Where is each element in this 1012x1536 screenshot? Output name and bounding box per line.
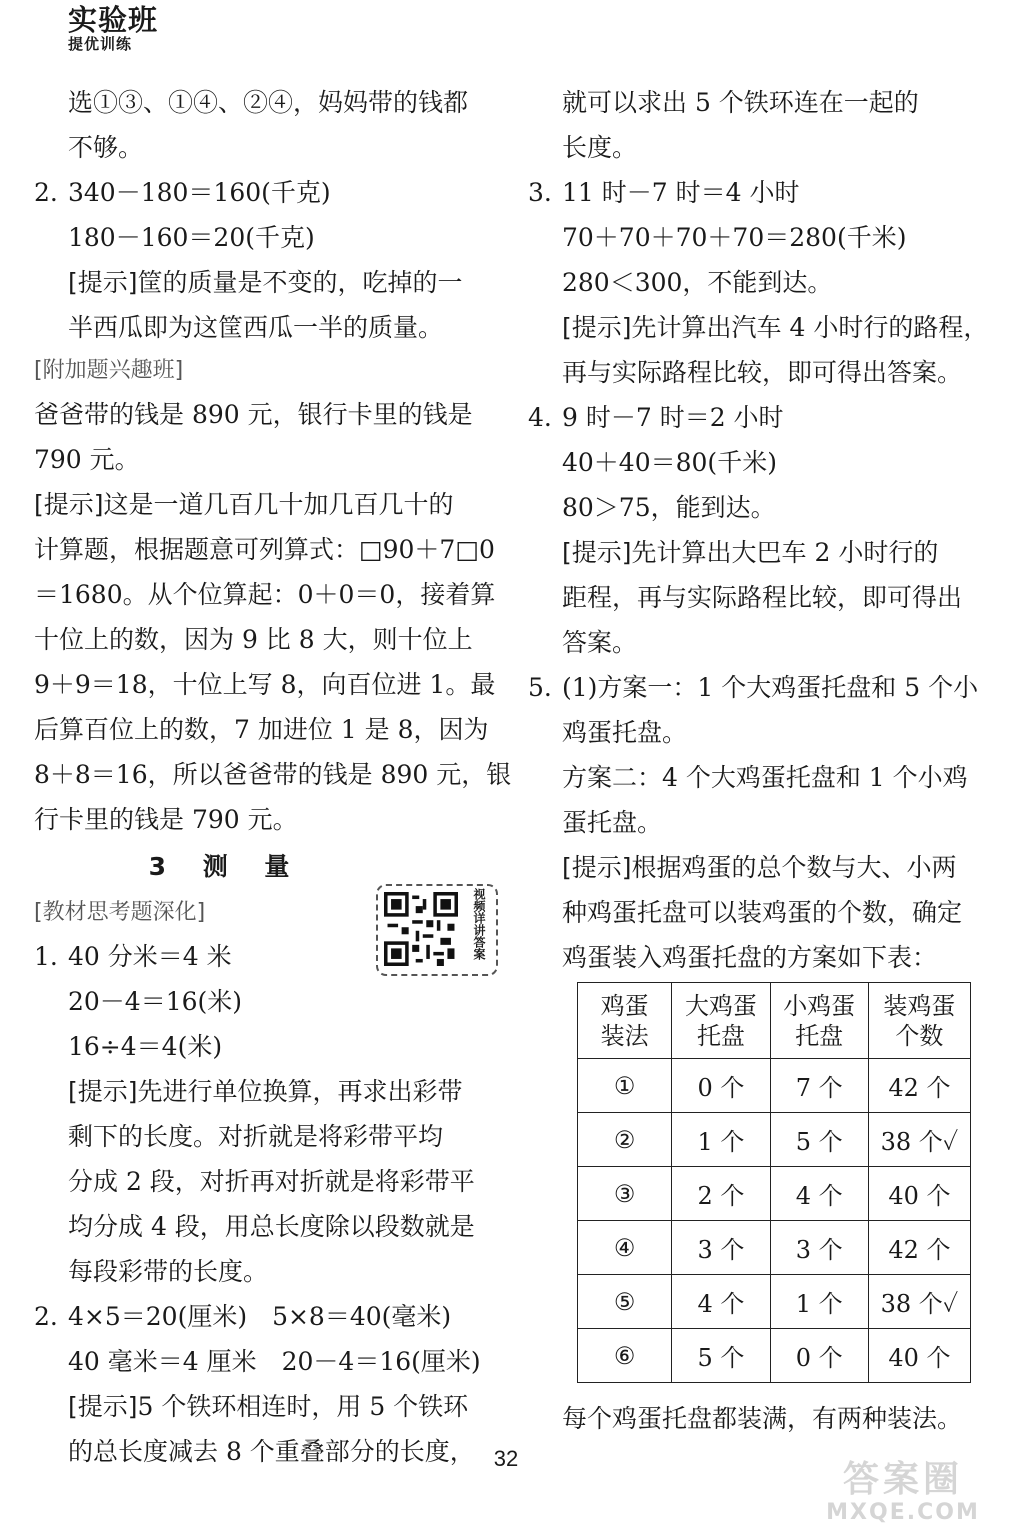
table-cell: 1 个 [672, 1113, 770, 1167]
hint-text: 鸡蛋装入鸡蛋托盘的方案如下表： [562, 943, 938, 972]
hint-text: 先进行单位换算，再求出彩带 [137, 1077, 463, 1106]
right-column [528, 80, 990, 980]
table-cell: 42 个 [868, 1059, 970, 1113]
table-cell: 7 个 [770, 1059, 868, 1113]
table-cell: 5 个 [672, 1329, 770, 1383]
table-row [578, 1329, 971, 1383]
answer-line: 340－180＝160(千克) [68, 178, 331, 207]
answer-line: 70＋70＋70＋70＝280(千米) [562, 223, 907, 252]
hint-tag: [提示] [68, 268, 138, 297]
table-cell: 0 个 [770, 1329, 868, 1383]
brand-title: 实验班 [68, 3, 159, 37]
answer-line: 80＞75，能到达。 [562, 493, 776, 522]
table-cell: 4 个 [672, 1275, 770, 1329]
table-row [578, 1167, 971, 1221]
text-line: 选①③、①④、②④，妈妈带的钱都 [68, 88, 469, 117]
answer-line: 40 毫米＝4 厘米 20－4＝16(厘米) [68, 1347, 481, 1376]
answer-line: 4×5＝20(厘米) 5×8＝40(毫米) [68, 1302, 452, 1331]
answer-line: 鸡蛋托盘。 [562, 718, 688, 747]
hint-text: 均分成 4 段，用总长度除以段数就是 [68, 1212, 475, 1241]
hint-text: 计算题，根据题意可列算式：□90＋7□0 [34, 535, 495, 564]
textbook-section-label: [教材思考题深化] [34, 900, 206, 925]
hint-text: 十位上的数，因为 9 比 8 大，则十位上 [34, 625, 473, 654]
extra-section-label: [附加题兴趣班] [34, 358, 184, 383]
answer-line: 爸爸带的钱是 890 元，银行卡里的钱是 [34, 400, 473, 429]
question-number: 2. [34, 1302, 58, 1331]
hint-text: 9＋9＝18，十位上写 8，向百位进 1。最 [34, 670, 496, 699]
answer-line: 20－4＝16(米) [68, 987, 243, 1016]
header-cell: 装鸡蛋 个数 [868, 983, 970, 1059]
answer-line: 40＋40＝80(千米) [562, 448, 777, 477]
question-number: 4. [528, 403, 552, 432]
table-cell: 38 个✓ [868, 1113, 970, 1167]
question-number: 2. [34, 178, 58, 207]
brand-subtitle: 提优训练 [68, 35, 133, 53]
hint-text: 距程，再与实际路程比较，即可得出 [562, 583, 963, 612]
qr-code-icon [384, 892, 458, 966]
text-line: 长度。 [562, 133, 638, 162]
table-cell: 40 个 [868, 1167, 970, 1221]
watermark-logo [818, 1460, 988, 1532]
hint-text: 再与实际路程比较，即可得出答案。 [562, 358, 963, 387]
hint-tag: [提示] [562, 538, 632, 567]
hint-text: 半西瓜即为这筐西瓜一半的质量。 [68, 313, 444, 342]
table-cell: 42 个 [868, 1221, 970, 1275]
table-cell: 3 个 [672, 1221, 770, 1275]
watermark-url: MXQE.COM [826, 1500, 980, 1525]
hint-text: 这是一道几百几十加几百几十的 [103, 490, 454, 519]
table-row [578, 1113, 971, 1167]
table-row [578, 1275, 971, 1329]
table-cell: 4 个 [770, 1167, 868, 1221]
table-cell: 40 个 [868, 1329, 970, 1383]
table-cell: ③ [578, 1167, 672, 1221]
hint-text: 筐的质量是不变的，吃掉的一 [137, 268, 463, 297]
table-cell: 1 个 [770, 1275, 868, 1329]
question-number: 3. [528, 178, 552, 207]
table-row [578, 1059, 971, 1113]
table-cell: ② [578, 1113, 672, 1167]
header-cell: 鸡蛋 装法 [578, 983, 672, 1059]
table-cell: 2 个 [672, 1167, 770, 1221]
hint-tag: [提示] [562, 313, 632, 342]
table-cell: ⑤ [578, 1275, 672, 1329]
question-number: 5. [528, 673, 552, 702]
hint-tag: [提示] [34, 490, 104, 519]
conclusion-block [528, 1396, 990, 1441]
watermark-text: 答案圈 [842, 1459, 963, 1500]
answer-line: 蛋托盘。 [562, 808, 663, 837]
hint-text: 5 个铁环相连时，用 5 个铁环 [137, 1392, 469, 1421]
text-line: 不够。 [68, 133, 144, 162]
table-header-row [578, 983, 971, 1059]
hint-text: 根据鸡蛋的总个数与大、小两 [631, 853, 957, 882]
answer-line: 790 元。 [34, 445, 140, 474]
hint-tag: [提示] [562, 853, 632, 882]
hint-text: 分成 2 段，对折再对折就是将彩带平 [68, 1167, 475, 1196]
table-cell: 5 个 [770, 1113, 868, 1167]
header-cell: 小鸡蛋 托盘 [770, 983, 868, 1059]
answer-line: 11 时－7 时＝4 小时 [562, 178, 800, 207]
answer-line: 180－160＝20(千克) [68, 223, 315, 252]
hint-text: 8＋8＝16，所以爸爸带的钱是 890 元，银 [34, 760, 512, 789]
table-cell: 38 个✓ [868, 1275, 970, 1329]
section-title: 3 测 量 [148, 852, 290, 881]
hint-text: 先计算出汽车 4 小时行的路程， [631, 313, 989, 342]
table-cell: 0 个 [672, 1059, 770, 1113]
hint-tag: [提示] [68, 1392, 138, 1421]
hint-text: 答案。 [562, 628, 638, 657]
answer-line: 280＜300，不能到达。 [562, 268, 833, 297]
question-number: 1. [34, 942, 58, 971]
hint-tag: [提示] [68, 1077, 138, 1106]
hint-text: 后算百位上的数，7 加进位 1 是 8，因为 [34, 715, 489, 744]
conclusion-text: 每个鸡蛋托盘都装满，有两种装法。 [562, 1404, 963, 1433]
qr-caption: 视频详讲答案 [472, 888, 486, 960]
hint-text: 剩下的长度。对折就是将彩带平均 [68, 1122, 444, 1151]
answer-line: 40 分米＝4 米 [68, 942, 232, 971]
page-number: 32 [493, 1446, 519, 1471]
egg-plan-table [577, 982, 971, 1383]
hint-text: ＝1680。从个位算起：0＋0＝0，接着算 [34, 580, 496, 609]
answer-line: (1)方案一：1 个大鸡蛋托盘和 5 个小 [562, 673, 979, 702]
brand-logo [68, 4, 158, 52]
table-cell: ① [578, 1059, 672, 1113]
header-cell: 大鸡蛋 托盘 [672, 983, 770, 1059]
hint-text: 先计算出大巴车 2 小时行的 [631, 538, 939, 567]
hint-text: 行卡里的钱是 790 元。 [34, 805, 298, 834]
table-cell: 3 个 [770, 1221, 868, 1275]
hint-text: 种鸡蛋托盘可以装鸡蛋的个数，确定 [562, 898, 963, 927]
table-cell: ⑥ [578, 1329, 672, 1383]
answer-line: 方案二：4 个大鸡蛋托盘和 1 个小鸡 [562, 763, 968, 792]
hint-text: 的总长度减去 8 个重叠部分的长度， [68, 1437, 475, 1466]
table-row [578, 1221, 971, 1275]
table-cell: ④ [578, 1221, 672, 1275]
text-line: 就可以求出 5 个铁环连在一起的 [562, 88, 919, 117]
answer-line: 9 时－7 时＝2 小时 [562, 403, 784, 432]
hint-text: 每段彩带的长度。 [68, 1257, 269, 1286]
qr-code-box[interactable] [376, 884, 498, 976]
answer-line: 16÷4＝4(米) [68, 1032, 223, 1061]
